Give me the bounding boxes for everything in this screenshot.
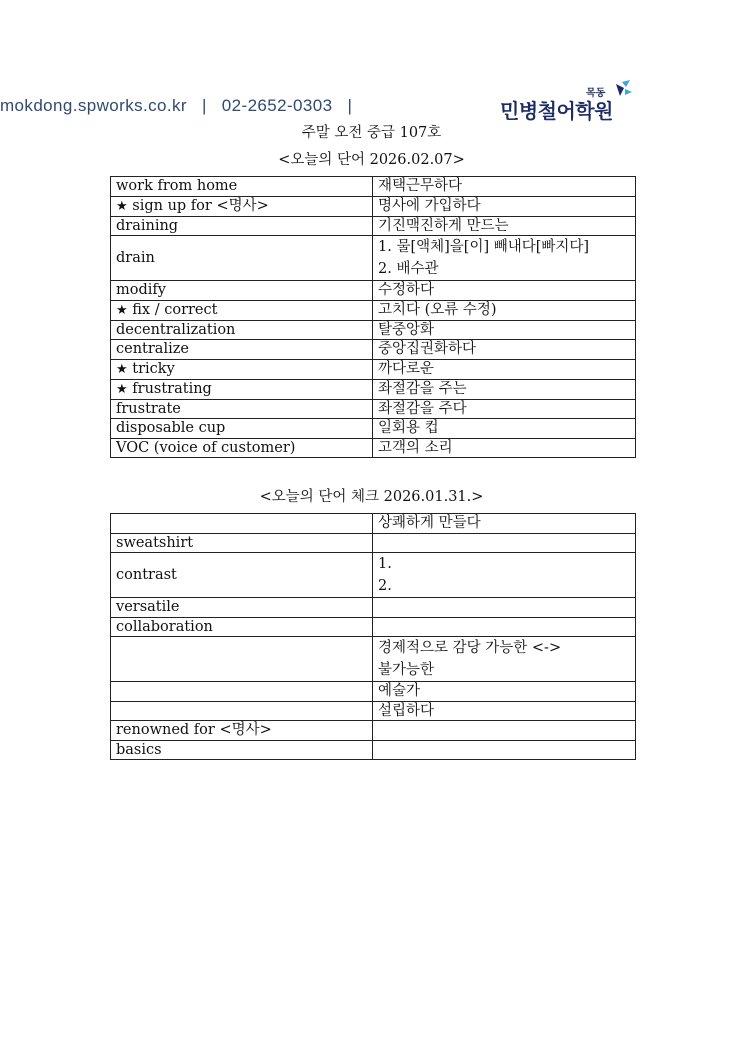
separator: | — [201, 96, 207, 115]
term-text: VOC (voice of customer) — [116, 439, 296, 456]
meaning-text: 상쾌하게 만들다 — [378, 515, 481, 532]
meaning-line: 1. 물[액체]을[이] 빼내다[빠지다] — [378, 239, 590, 255]
meaning-cell — [373, 701, 636, 721]
meaning-cell — [373, 399, 636, 419]
meaning-cell — [373, 598, 636, 618]
table-row — [111, 399, 636, 419]
class-title: 주말 오전 중급 107호 — [301, 125, 442, 141]
meaning-text: 탈중앙화 — [378, 321, 435, 338]
term-cell — [111, 399, 373, 419]
header-contact-line — [0, 96, 367, 116]
meaning-line: 1. — [378, 556, 392, 572]
today-vocab-table — [110, 176, 636, 458]
term-cell — [111, 300, 373, 320]
logo-main-text: 민병철어학원 — [500, 99, 613, 123]
star-icon: ★ — [116, 198, 128, 214]
today-words-title: <오늘의 단어 2026.02.07> — [278, 152, 465, 168]
term-cell — [111, 514, 373, 534]
check-vocab-table — [110, 513, 636, 760]
term-cell — [111, 236, 373, 281]
meaning-line: 경제적으로 감당 가능한 <-> — [378, 640, 562, 656]
meaning-cell — [373, 721, 636, 741]
meaning-cell — [373, 617, 636, 637]
term-cell — [111, 177, 373, 197]
star-icon: ★ — [116, 361, 128, 377]
term-text: renowned for <명사> — [116, 722, 272, 739]
meaning-cell — [373, 379, 636, 399]
term-cell — [111, 701, 373, 721]
term-text: centralize — [116, 341, 189, 358]
logo-star-icon — [610, 78, 634, 102]
meaning-cell — [373, 682, 636, 702]
meaning-cell — [373, 281, 636, 301]
term-cell — [111, 419, 373, 439]
term-cell — [111, 281, 373, 301]
term-cell — [111, 438, 373, 458]
table-row — [111, 682, 636, 702]
term-cell — [111, 533, 373, 553]
term-text: collaboration — [116, 618, 213, 635]
term-text: decentralization — [116, 321, 236, 338]
term-text: sign up for <명사> — [132, 197, 269, 214]
meaning-text: 수정하다 — [378, 282, 435, 299]
term-cell — [111, 379, 373, 399]
meaning-text: 중앙집권화하다 — [378, 341, 477, 358]
meaning-cell — [373, 300, 636, 320]
table-row — [111, 177, 636, 197]
table-row — [111, 216, 636, 236]
meaning-cell — [373, 533, 636, 553]
table-row — [111, 598, 636, 618]
term-text: frustrating — [132, 380, 212, 397]
table-row — [111, 300, 636, 320]
term-text: modify — [116, 282, 166, 299]
table-row — [111, 359, 636, 379]
meaning-text: 까다로운 — [378, 361, 435, 377]
meaning-cell — [373, 216, 636, 236]
check-words-title: <오늘의 단어 체크 2026.01.31.> — [259, 489, 484, 505]
meaning-text: 좌절감을 주다 — [378, 400, 467, 417]
term-text: work from home — [116, 178, 238, 195]
table-row — [111, 438, 636, 458]
term-cell — [111, 740, 373, 760]
term-cell — [111, 340, 373, 360]
meaning-line: 2. 배수관 — [378, 261, 439, 277]
table-row — [111, 740, 636, 760]
academy-logo — [500, 84, 635, 124]
term-text: drain — [116, 250, 155, 266]
meaning-text: 설립하다 — [378, 702, 435, 719]
table-row — [111, 236, 636, 281]
term-text: draining — [116, 217, 179, 234]
table-row — [111, 514, 636, 534]
star-icon: ★ — [116, 381, 128, 397]
meaning-cell — [373, 553, 636, 598]
website-text: mokdong.spworks.co.kr — [0, 96, 187, 115]
table-row — [111, 320, 636, 340]
table-row — [111, 379, 636, 399]
meaning-text: 재택근무하다 — [378, 178, 463, 195]
meaning-line: 2. — [378, 578, 392, 594]
term-cell — [111, 682, 373, 702]
table-row — [111, 340, 636, 360]
phone-text: 02-2652-0303 — [221, 96, 333, 115]
meaning-text: 예술가 — [378, 683, 421, 700]
term-text: contrast — [116, 567, 177, 583]
table-row — [111, 281, 636, 301]
term-cell — [111, 320, 373, 340]
meaning-cell — [373, 177, 636, 197]
term-text: tricky — [132, 360, 175, 377]
term-text: versatile — [116, 599, 180, 616]
meaning-cell — [373, 196, 636, 216]
meaning-cell — [373, 340, 636, 360]
term-cell — [111, 196, 373, 216]
meaning-text: 좌절감을 주는 — [378, 381, 467, 397]
term-text: basics — [116, 741, 162, 758]
logo-small-text: 목동 — [586, 88, 606, 99]
term-cell — [111, 598, 373, 618]
term-cell — [111, 637, 373, 682]
table-row — [111, 721, 636, 741]
table-row — [111, 553, 636, 598]
table-row — [111, 533, 636, 553]
meaning-line: 불가능한 — [378, 662, 435, 678]
meaning-cell — [373, 637, 636, 682]
table-row — [111, 196, 636, 216]
meaning-text: 기진맥진하게 만드는 — [378, 217, 509, 234]
table-row — [111, 701, 636, 721]
separator: | — [347, 96, 353, 115]
meaning-cell — [373, 740, 636, 760]
meaning-cell — [373, 514, 636, 534]
term-text: sweatshirt — [116, 534, 194, 551]
term-cell — [111, 721, 373, 741]
term-cell — [111, 359, 373, 379]
meaning-text: 고치다 (오류 수정) — [378, 302, 497, 318]
term-cell — [111, 617, 373, 637]
term-text: disposable cup — [116, 420, 226, 437]
term-cell — [111, 216, 373, 236]
meaning-cell — [373, 359, 636, 379]
term-text: frustrate — [116, 400, 181, 417]
meaning-cell — [373, 320, 636, 340]
meaning-text: 명사에 가입하다 — [378, 198, 481, 214]
table-row — [111, 617, 636, 637]
star-icon: ★ — [116, 302, 128, 318]
term-cell — [111, 553, 373, 598]
term-text: fix / correct — [132, 301, 218, 318]
table-row — [111, 419, 636, 439]
meaning-cell — [373, 438, 636, 458]
meaning-cell — [373, 419, 636, 439]
meaning-cell — [373, 236, 636, 281]
table-row — [111, 637, 636, 682]
meaning-text: 일회용 컵 — [378, 420, 439, 437]
meaning-text: 고객의 소리 — [378, 439, 453, 456]
